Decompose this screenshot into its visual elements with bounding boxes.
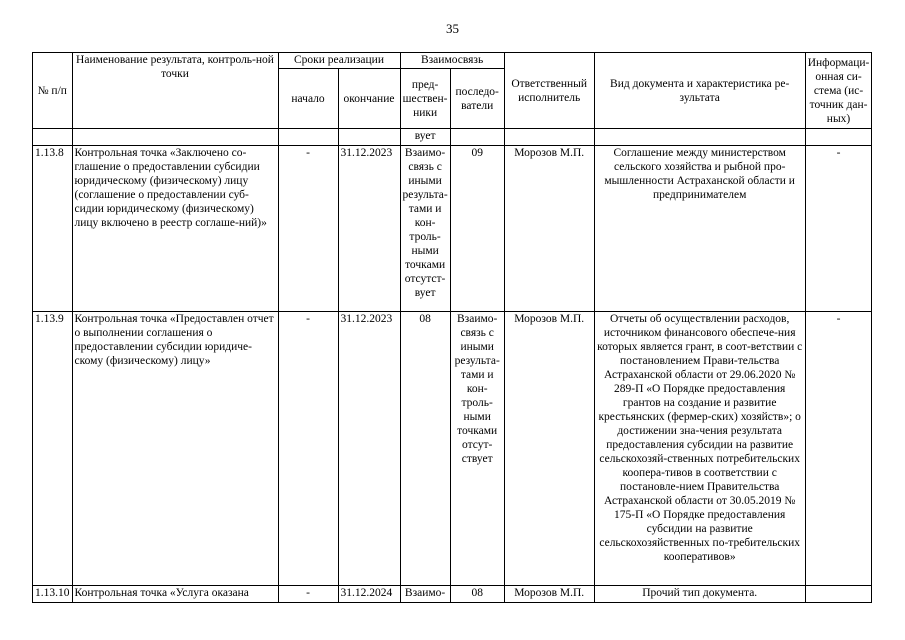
table-row — [33, 586, 872, 603]
table-row — [33, 312, 872, 586]
row-document: Прочий тип документа. — [594, 586, 805, 603]
row-document: Отчеты об осуществлении расходов, источником финансового обеспече-ния которых является грант, в соот-ветствии с постановлением Прави-тельства Астраханской области от 29.06.2020 № 289-П «О Порядке предоставления грантов на создание и развитие крестьянских (фермер-ских) хозяйств»; о достижении зна-чения результата предоставления субсидии на развитие сельскохозяй-ственных потребительских коопера-тивов в соответствии с постановле-нием Правительства Астраханской области от 30.05.2019 № 175-П «О Порядке предоставления субсидии на развитие сельскохозяйственных по-требительских кооперативов» — [594, 312, 805, 586]
header-successors: последо-ватели — [450, 69, 504, 129]
row-successors: 09 — [450, 146, 504, 312]
row-predecessors: 08 — [400, 312, 450, 586]
row-info-system: - — [805, 146, 872, 312]
header-predecessors: пред-шествен-ники — [400, 69, 450, 129]
header-terms: Сроки реализации — [278, 53, 400, 69]
row-name: Контрольная точка «Услуга оказана — [72, 586, 278, 603]
row-predecessors: Взаимо-связь с иными результа-тами и кон-троль-ными точками отсутст-вует — [400, 146, 450, 312]
header-end: окончание — [338, 69, 400, 129]
row-info-system — [805, 586, 872, 603]
row-end: 31.12.2023 — [338, 312, 400, 586]
header-name: Наименование результата, контроль-ной точки — [72, 53, 278, 129]
control-points-table — [32, 52, 872, 603]
row-name: Контрольная точка «Заключено со-глашение о предоставлении субсидии юридическому (физическому) лицу (соглашение о предоставлении суб-сидии юридическому (физическому) лицу включено в реестр соглаше-ний)» — [72, 146, 278, 312]
row-start: - — [278, 146, 338, 312]
row-successors: 08 — [450, 586, 504, 603]
row-responsible: Морозов М.П. — [504, 312, 594, 586]
row-num: 1.13.9 — [33, 312, 73, 586]
header-info-system: Информаци-онная си-стема (ис-точник дан-ных) — [805, 53, 872, 129]
row-responsible: Морозов М.П. — [504, 586, 594, 603]
row-end: 31.12.2023 — [338, 146, 400, 312]
header-start: начало — [278, 69, 338, 129]
header-relation: Взаимосвязь — [400, 53, 504, 69]
row-name: Контрольная точка «Предоставлен отчет о выполнении соглашения о предоставлении субсидии юридиче-скому (физическому) лицу» — [72, 312, 278, 586]
header-doc-type: Вид документа и характеристика ре-зультата — [594, 53, 805, 129]
row-responsible: Морозов М.П. — [504, 146, 594, 312]
page-number: 35 — [446, 21, 459, 36]
header-num: № п/п — [33, 53, 73, 129]
row-document: Соглашение между министерством сельского хозяйства и рыбной про-мышленности Астраханской области и предпринимателем — [594, 146, 805, 312]
header-row-1 — [33, 53, 872, 69]
row-start: - — [278, 586, 338, 603]
table-row — [33, 146, 872, 312]
continuation-row — [33, 129, 872, 146]
row-num: 1.13.8 — [33, 146, 73, 312]
continuation-pred: вует — [400, 129, 450, 146]
row-end: 31.12.2024 — [338, 586, 400, 603]
header-responsible: Ответственный исполнитель — [504, 53, 594, 129]
row-num: 1.13.10 — [33, 586, 73, 603]
row-start: - — [278, 312, 338, 586]
row-successors: Взаимо-связь с иными результа-тами и кон-троль-ными точками отсут-ствует — [450, 312, 504, 586]
row-predecessors: Взаимо- — [400, 586, 450, 603]
row-info-system: - — [805, 312, 872, 586]
